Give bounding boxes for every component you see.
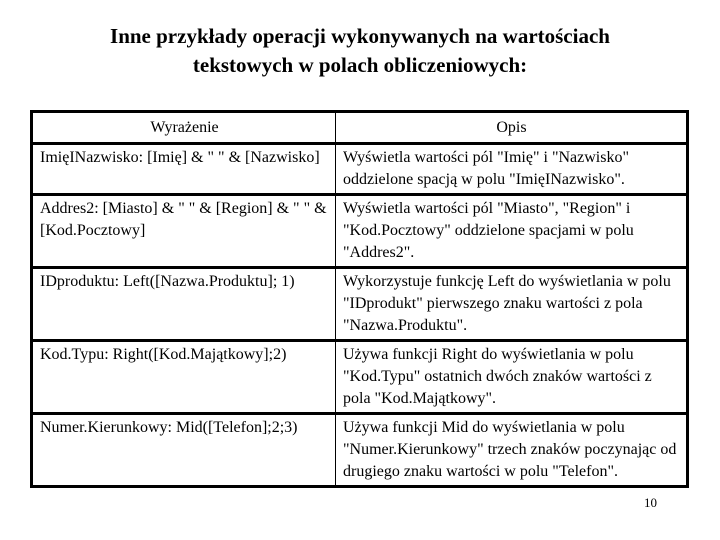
page-number: 10 [644,495,657,510]
table-row [32,268,688,341]
expression-cell: ImięINazwisko: [Imię] & " " & [Nazwisko] [32,144,336,195]
description-cell: Wykorzystuje funkcję Left do wyświetlania w polu "IDprodukt" pierwszego znaku wartości z pola "Nazwa.Produktu". [336,268,688,341]
expression-cell: Addres2: [Miasto] & " " & [Region] & " " & [Kod.Pocztowy] [32,195,336,268]
slide-title [0,22,720,80]
description-cell: Wyświetla wartości pól "Imię" i "Nazwisko" oddzielone spacją w polu "ImięINazwisko". [336,144,688,195]
expression-cell: Kod.Typu: Right([Kod.Majątkowy];2) [32,341,336,414]
expression-cell: IDproduktu: Left([Nazwa.Produktu]; 1) [32,268,336,341]
slide-title-line-2: tekstowych w polach obliczeniowych: [192,53,528,77]
slide-title-line-1: Inne przykłady operacji wykonywanych na wartościach [110,24,610,48]
table-row [32,341,688,414]
description-cell: Używa funkcji Mid do wyświetlania w polu "Numer.Kierunkowy" trzech znaków poczynając od drugiego znaku wartości w polu "Telefon". [336,414,688,487]
expressions-table [30,110,689,488]
description-cell: Wyświetla wartości pól "Miasto", "Region" i "Kod.Pocztowy" oddzielone spacjami w polu "Addres2". [336,195,688,268]
header-expression: Wyrażenie [32,112,336,144]
header-description: Opis [336,112,688,144]
description-cell: Używa funkcji Right do wyświetlania w polu "Kod.Typu" ostatnich dwóch znaków wartości z pola "Kod.Majątkowy". [336,341,688,414]
table-row [32,195,688,268]
table-header-row [32,112,688,144]
table-row [32,144,688,195]
expression-cell: Numer.Kierunkowy: Mid([Telefon];2;3) [32,414,336,487]
table-row [32,414,688,487]
